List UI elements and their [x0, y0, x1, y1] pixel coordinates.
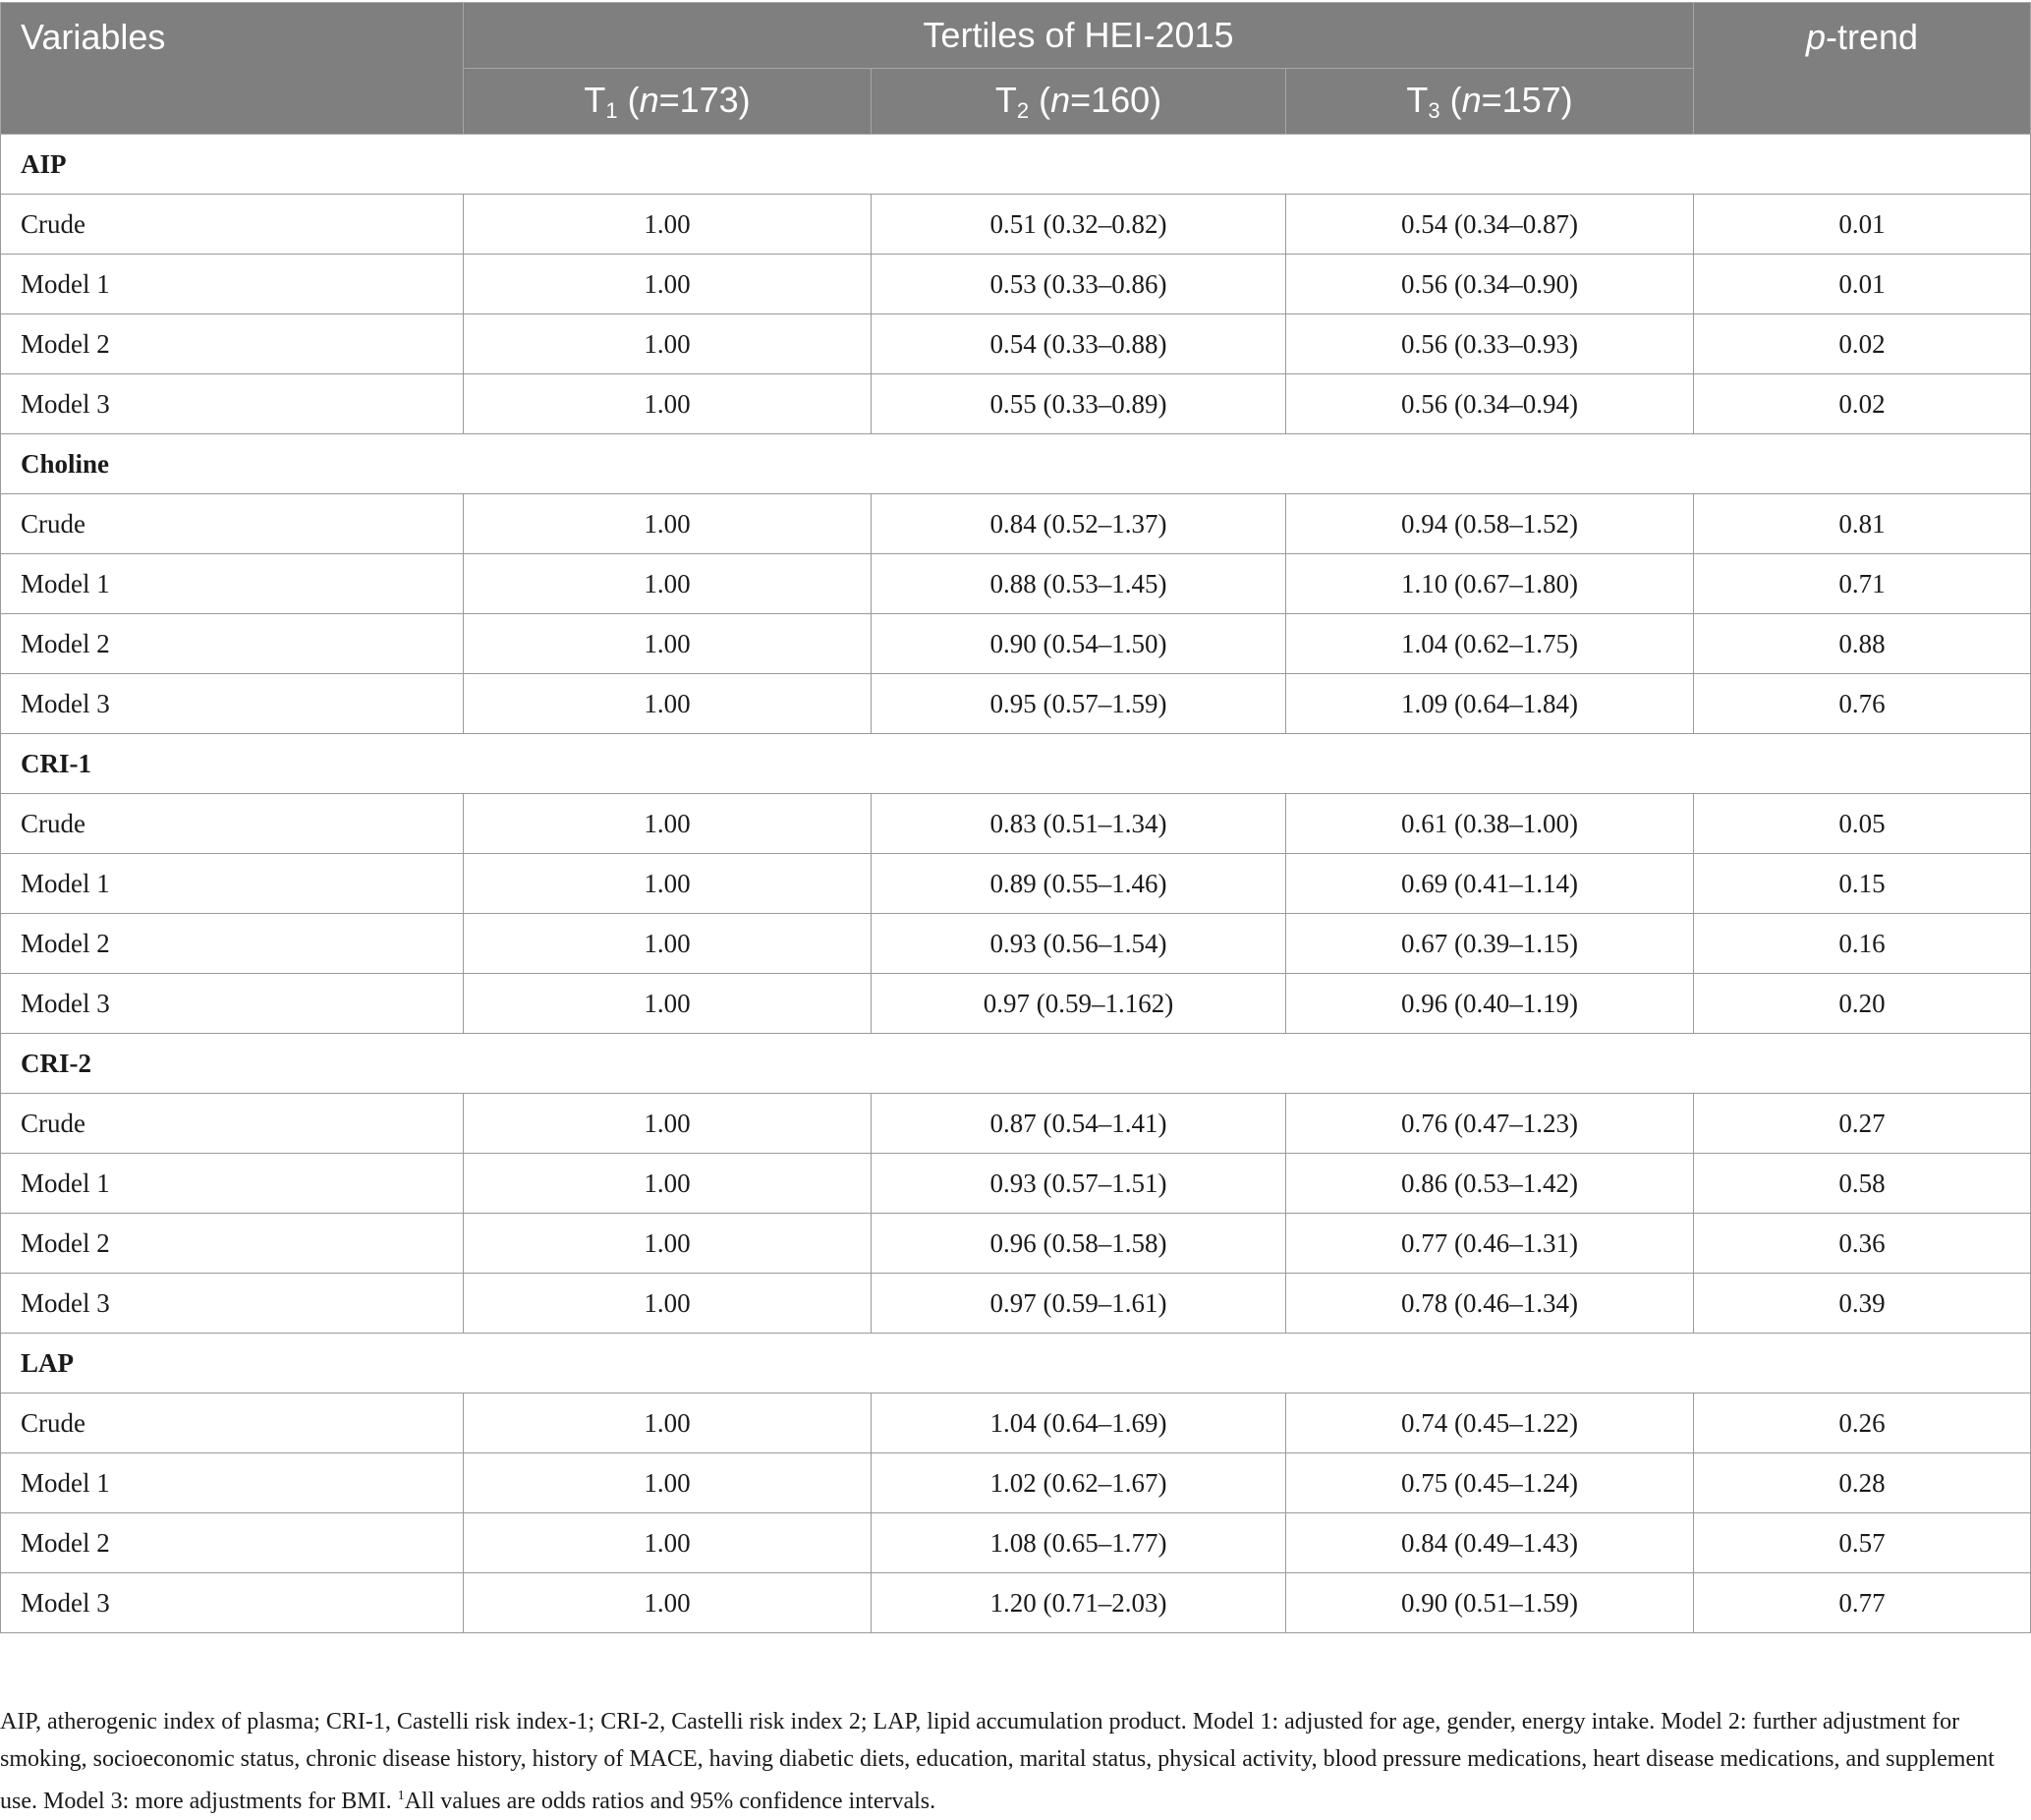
cell-t1: 1.00	[464, 1214, 872, 1274]
cell-t1: 1.00	[464, 914, 872, 974]
row-label: Crude	[1, 794, 464, 854]
row-label: Model 1	[1, 255, 464, 314]
group-row	[1, 1034, 2031, 1094]
group-label: CRI-1	[1, 734, 2031, 794]
cell-p-trend: 0.71	[1694, 554, 2031, 614]
table-row	[1, 255, 2031, 314]
row-label: Model 1	[1, 554, 464, 614]
group-row	[1, 734, 2031, 794]
cell-p-trend: 0.57	[1694, 1513, 2031, 1573]
cell-t2: 0.97 (0.59–1.162)	[872, 974, 1286, 1034]
odds-ratio-table	[0, 2, 2031, 1633]
cell-t1: 1.00	[464, 494, 872, 554]
cell-t3: 0.74 (0.45–1.22)	[1286, 1393, 1694, 1453]
row-label: Model 2	[1, 914, 464, 974]
cell-t2: 1.08 (0.65–1.77)	[872, 1513, 1286, 1573]
cell-t3: 0.56 (0.34–0.94)	[1286, 374, 1694, 434]
header-variables: Variables	[1, 3, 464, 135]
table-row	[1, 914, 2031, 974]
row-label: Crude	[1, 494, 464, 554]
cell-t3: 0.78 (0.46–1.34)	[1286, 1274, 1694, 1334]
cell-t3: 0.94 (0.58–1.52)	[1286, 494, 1694, 554]
cell-p-trend: 0.88	[1694, 614, 2031, 674]
cell-p-trend: 0.81	[1694, 494, 2031, 554]
header-t1: $T_1$ (n=173)	[464, 69, 872, 135]
cell-t2: 0.96 (0.58–1.58)	[872, 1214, 1286, 1274]
table-row	[1, 1214, 2031, 1274]
cell-t1: 1.00	[464, 974, 872, 1034]
cell-t3: 0.56 (0.34–0.90)	[1286, 255, 1694, 314]
cell-t3: 0.67 (0.39–1.15)	[1286, 914, 1694, 974]
cell-t1: 1.00	[464, 554, 872, 614]
cell-t2: 1.04 (0.64–1.69)	[872, 1393, 1286, 1453]
group-label: CRI-2	[1, 1034, 2031, 1094]
row-label: Model 3	[1, 674, 464, 734]
cell-p-trend: 0.15	[1694, 854, 2031, 914]
table-row	[1, 674, 2031, 734]
cell-t1: 1.00	[464, 255, 872, 314]
cell-t3: 0.96 (0.40–1.19)	[1286, 974, 1694, 1034]
table-row	[1, 1154, 2031, 1214]
cell-t2: 0.53 (0.33–0.86)	[872, 255, 1286, 314]
cell-t2: 0.83 (0.51–1.34)	[872, 794, 1286, 854]
table-row	[1, 374, 2031, 434]
cell-t3: 0.76 (0.47–1.23)	[1286, 1094, 1694, 1154]
table-row	[1, 1513, 2031, 1573]
table-header	[1, 3, 2031, 135]
cell-t2: 0.95 (0.57–1.59)	[872, 674, 1286, 734]
cell-t1: 1.00	[464, 614, 872, 674]
cell-t3: 1.10 (0.67–1.80)	[1286, 554, 1694, 614]
cell-t2: 0.84 (0.52–1.37)	[872, 494, 1286, 554]
table-row	[1, 1274, 2031, 1334]
table-row	[1, 1573, 2031, 1633]
cell-t2: 0.89 (0.55–1.46)	[872, 854, 1286, 914]
cell-p-trend: 0.02	[1694, 374, 2031, 434]
table-row	[1, 974, 2031, 1034]
cell-t2: 0.54 (0.33–0.88)	[872, 314, 1286, 374]
row-label: Crude	[1, 1393, 464, 1453]
table-row	[1, 1094, 2031, 1154]
table-row	[1, 494, 2031, 554]
table-body	[1, 135, 2031, 1633]
cell-t3: 0.54 (0.34–0.87)	[1286, 195, 1694, 255]
cell-t1: 1.00	[464, 1094, 872, 1154]
cell-t3: 0.75 (0.45–1.24)	[1286, 1453, 1694, 1513]
cell-t3: 0.56 (0.33–0.93)	[1286, 314, 1694, 374]
cell-p-trend: 0.01	[1694, 195, 2031, 255]
cell-p-trend: 0.39	[1694, 1274, 2031, 1334]
cell-t3: 0.69 (0.41–1.14)	[1286, 854, 1694, 914]
cell-t2: 0.51 (0.32–0.82)	[872, 195, 1286, 255]
header-tertiles: Tertiles of HEI-2015	[464, 3, 1694, 69]
table-row	[1, 554, 2031, 614]
row-label: Model 1	[1, 1154, 464, 1214]
group-label: LAP	[1, 1334, 2031, 1393]
cell-t2: 1.02 (0.62–1.67)	[872, 1453, 1286, 1513]
table-row	[1, 1453, 2031, 1513]
table-row	[1, 314, 2031, 374]
row-label: Crude	[1, 1094, 464, 1154]
row-label: Model 3	[1, 374, 464, 434]
cell-p-trend: 0.27	[1694, 1094, 2031, 1154]
cell-t3: 1.04 (0.62–1.75)	[1286, 614, 1694, 674]
cell-t1: 1.00	[464, 674, 872, 734]
cell-t1: 1.00	[464, 794, 872, 854]
cell-p-trend: 0.26	[1694, 1393, 2031, 1453]
row-label: Model 3	[1, 1573, 464, 1633]
header-t3: $T_3$ (n=157)	[1286, 69, 1694, 135]
row-label: Model 2	[1, 614, 464, 674]
header-t2: $T_2$ (n=160)	[872, 69, 1286, 135]
group-label: AIP	[1, 135, 2031, 195]
cell-t2: 0.97 (0.59–1.61)	[872, 1274, 1286, 1334]
group-row	[1, 135, 2031, 195]
cell-t2: 1.20 (0.71–2.03)	[872, 1573, 1286, 1633]
table-footnote: AIP, atherogenic index of plasma; CRI-1, Castelli risk index-1; CRI-2, Castelli risk index 2; LAP, lipid accumulation product. Model 1: adjusted for age, gender, energy intake. Model 2: further adjustment for smoking, socioeconomic status, chronic disease history, history of MACE, having diabetic diets, education, marital status, physical activity, blood pressure medications, heart disease medications, and supplement use. Model 3: more adjustments for BMI. $^1$All values are odds ratios and 95% confidence intervals.	[0, 1709, 1995, 1814]
header-p-trend: p-trend	[1694, 3, 2031, 135]
cell-t1: 1.00	[464, 1274, 872, 1334]
cell-t1: 1.00	[464, 1513, 872, 1573]
cell-t3: 0.84 (0.49–1.43)	[1286, 1513, 1694, 1573]
row-label: Crude	[1, 195, 464, 255]
group-row	[1, 1334, 2031, 1393]
cell-p-trend: 0.02	[1694, 314, 2031, 374]
row-label: Model 3	[1, 1274, 464, 1334]
cell-p-trend: 0.05	[1694, 794, 2031, 854]
row-label: Model 3	[1, 974, 464, 1034]
cell-p-trend: 0.58	[1694, 1154, 2031, 1214]
table-row	[1, 854, 2031, 914]
cell-p-trend: 0.77	[1694, 1573, 2031, 1633]
cell-t1: 1.00	[464, 854, 872, 914]
cell-t3: 0.77 (0.46–1.31)	[1286, 1214, 1694, 1274]
cell-p-trend: 0.76	[1694, 674, 2031, 734]
cell-t2: 0.93 (0.56–1.54)	[872, 914, 1286, 974]
cell-t1: 1.00	[464, 195, 872, 255]
cell-t2: 0.55 (0.33–0.89)	[872, 374, 1286, 434]
row-label: Model 1	[1, 854, 464, 914]
cell-t1: 1.00	[464, 374, 872, 434]
cell-t1: 1.00	[464, 314, 872, 374]
cell-p-trend: 0.20	[1694, 974, 2031, 1034]
row-label: Model 2	[1, 1513, 464, 1573]
row-label: Model 2	[1, 1214, 464, 1274]
cell-t1: 1.00	[464, 1393, 872, 1453]
cell-t1: 1.00	[464, 1573, 872, 1633]
cell-t3: 1.09 (0.64–1.84)	[1286, 674, 1694, 734]
cell-t2: 0.87 (0.54–1.41)	[872, 1094, 1286, 1154]
group-row	[1, 434, 2031, 494]
cell-t1: 1.00	[464, 1154, 872, 1214]
cell-t2: 0.93 (0.57–1.51)	[872, 1154, 1286, 1214]
cell-p-trend: 0.16	[1694, 914, 2031, 974]
cell-p-trend: 0.36	[1694, 1214, 2031, 1274]
table-row	[1, 195, 2031, 255]
table-row	[1, 794, 2031, 854]
group-label: Choline	[1, 434, 2031, 494]
row-label: Model 1	[1, 1453, 464, 1513]
table-row	[1, 614, 2031, 674]
table-row	[1, 1393, 2031, 1453]
cell-p-trend: 0.28	[1694, 1453, 2031, 1513]
cell-t3: 0.86 (0.53–1.42)	[1286, 1154, 1694, 1214]
cell-t3: 0.61 (0.38–1.00)	[1286, 794, 1694, 854]
cell-p-trend: 0.01	[1694, 255, 2031, 314]
cell-t2: 0.88 (0.53–1.45)	[872, 554, 1286, 614]
row-label: Model 2	[1, 314, 464, 374]
cell-t2: 0.90 (0.54–1.50)	[872, 614, 1286, 674]
cell-t1: 1.00	[464, 1453, 872, 1513]
cell-t3: 0.90 (0.51–1.59)	[1286, 1573, 1694, 1633]
